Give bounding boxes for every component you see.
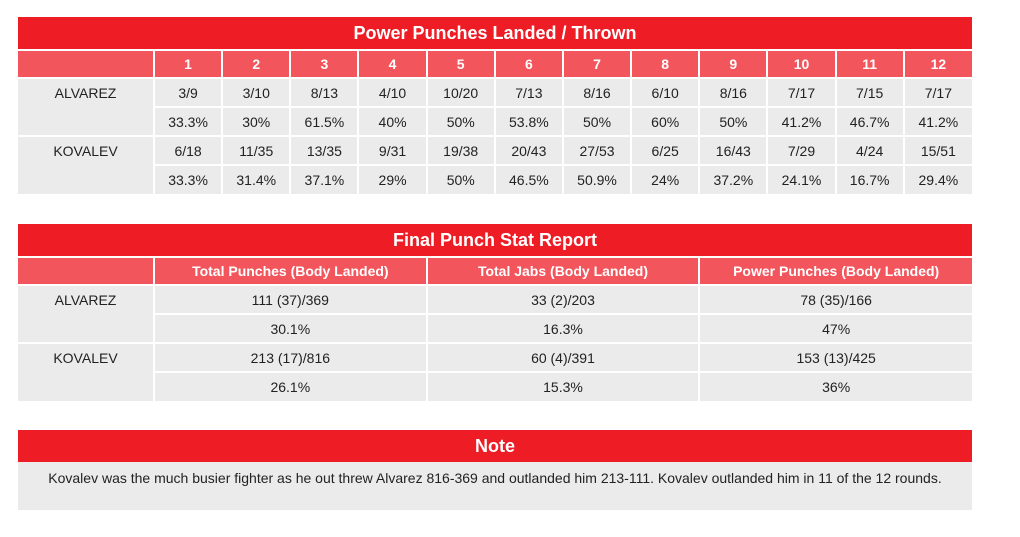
final-report-title: Final Punch Stat Report [18,224,972,256]
landed-thrown-cell: 6/18 [154,136,222,165]
header-blank [18,257,154,285]
pct-cell: 37.1% [290,165,358,194]
landed-thrown-cell: 27/53 [563,136,631,165]
column-header: Total Jabs (Body Landed) [427,257,700,285]
table-row [18,107,972,136]
fighter-name-blank [18,372,154,401]
stat-cell: 78 (35)/166 [699,285,972,314]
landed-thrown-cell: 7/17 [904,78,972,107]
column-header: Power Punches (Body Landed) [699,257,972,285]
pct-cell: 50% [563,107,631,136]
pct-cell: 37.2% [699,165,767,194]
round-header: 1 [154,50,222,78]
table-row [18,314,972,343]
landed-thrown-cell: 6/25 [631,136,699,165]
fighter-name-blank [18,314,154,343]
power-punches-title: Power Punches Landed / Thrown [18,17,972,49]
round-header: 4 [358,50,426,78]
fighter-name-blank [18,165,154,194]
pct-cell: 30.1% [154,314,427,343]
table-row [18,136,972,165]
round-header: 9 [699,50,767,78]
pct-cell: 47% [699,314,972,343]
note-text: Kovalev was the much busier fighter as he out threw Alvarez 816-369 and outlanded him 213-111. Kovalev outlanded him in 11 of the 12 rounds. [18,462,972,510]
column-header: Total Punches (Body Landed) [154,257,427,285]
pct-cell: 29% [358,165,426,194]
pct-cell: 16.3% [427,314,700,343]
pct-cell: 41.2% [767,107,835,136]
pct-cell: 30% [222,107,290,136]
stat-cell: 111 (37)/369 [154,285,427,314]
pct-cell: 36% [699,372,972,401]
pct-cell: 16.7% [836,165,904,194]
landed-thrown-cell: 3/10 [222,78,290,107]
stat-cell: 213 (17)/816 [154,343,427,372]
landed-thrown-cell: 9/31 [358,136,426,165]
pct-cell: 46.7% [836,107,904,136]
pct-cell: 61.5% [290,107,358,136]
round-header: 7 [563,50,631,78]
landed-thrown-cell: 11/35 [222,136,290,165]
landed-thrown-cell: 4/24 [836,136,904,165]
table-row [18,78,972,107]
pct-cell: 24% [631,165,699,194]
landed-thrown-cell: 19/38 [427,136,495,165]
pct-cell: 46.5% [495,165,563,194]
pct-cell: 33.3% [154,165,222,194]
pct-cell: 53.8% [495,107,563,136]
landed-thrown-cell: 4/10 [358,78,426,107]
landed-thrown-cell: 10/20 [427,78,495,107]
round-header: 5 [427,50,495,78]
fighter-name: KOVALEV [18,343,154,372]
pct-cell: 40% [358,107,426,136]
final-report-section [18,224,972,401]
table-row [18,165,972,194]
pct-cell: 60% [631,107,699,136]
landed-thrown-cell: 15/51 [904,136,972,165]
landed-thrown-cell: 7/17 [767,78,835,107]
round-header: 12 [904,50,972,78]
pct-cell: 15.3% [427,372,700,401]
power-punches-section [18,17,972,194]
landed-thrown-cell: 8/13 [290,78,358,107]
pct-cell: 29.4% [904,165,972,194]
round-header: 3 [290,50,358,78]
landed-thrown-cell: 13/35 [290,136,358,165]
landed-thrown-cell: 3/9 [154,78,222,107]
fighter-name: ALVAREZ [18,78,154,107]
round-header: 10 [767,50,835,78]
round-header: 2 [222,50,290,78]
stat-cell: 33 (2)/203 [427,285,700,314]
landed-thrown-cell: 6/10 [631,78,699,107]
pct-cell: 31.4% [222,165,290,194]
table-row [18,285,972,314]
pct-cell: 50% [427,165,495,194]
pct-cell: 50% [699,107,767,136]
table-row [18,372,972,401]
pct-cell: 26.1% [154,372,427,401]
fighter-name-blank [18,107,154,136]
fighter-name: KOVALEV [18,136,154,165]
pct-cell: 41.2% [904,107,972,136]
pct-cell: 50.9% [563,165,631,194]
stat-cell: 60 (4)/391 [427,343,700,372]
landed-thrown-cell: 8/16 [699,78,767,107]
fighter-name: ALVAREZ [18,285,154,314]
pct-cell: 24.1% [767,165,835,194]
final-header-row [18,257,972,285]
landed-thrown-cell: 7/29 [767,136,835,165]
landed-thrown-cell: 8/16 [563,78,631,107]
round-header: 11 [836,50,904,78]
note-section [18,430,972,510]
landed-thrown-cell: 16/43 [699,136,767,165]
table-row [18,343,972,372]
round-header: 8 [631,50,699,78]
note-title: Note [18,430,972,462]
landed-thrown-cell: 7/13 [495,78,563,107]
final-report-table [18,256,972,401]
pct-cell: 33.3% [154,107,222,136]
header-blank [18,50,154,78]
landed-thrown-cell: 20/43 [495,136,563,165]
power-punches-table [18,49,972,194]
landed-thrown-cell: 7/15 [836,78,904,107]
pct-cell: 50% [427,107,495,136]
stat-cell: 153 (13)/425 [699,343,972,372]
round-header: 6 [495,50,563,78]
rounds-header-row [18,50,972,78]
